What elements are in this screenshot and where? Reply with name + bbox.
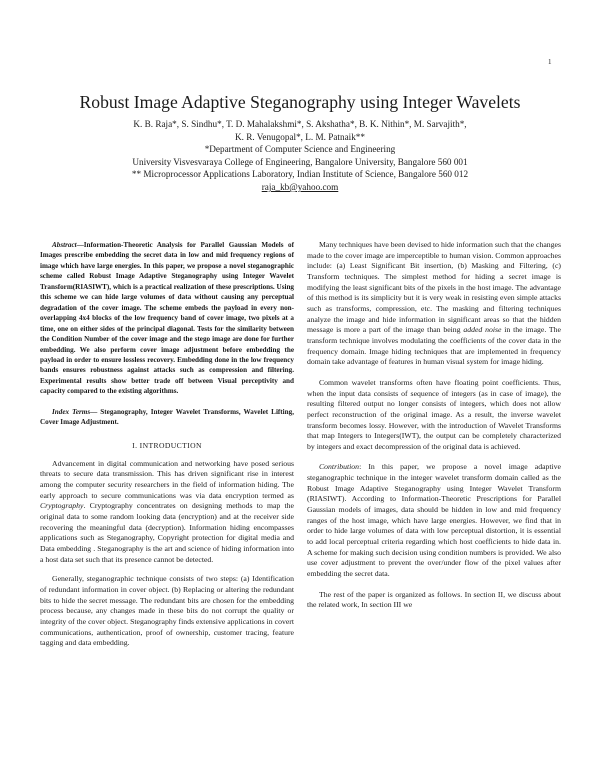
index-terms-text: — Steganography, Integer Wavelet Transforms, Wavelet Lifting, Cover Image Adjustment. <box>40 407 294 427</box>
contribution-text: : In this paper, we propose a novel image adaptive steganographic technique in the integer wavelet transform domain called as the Robust Image Adaptive Steganography using Integer Wavelet Transform (RIASIWT). According to Information-Theoretic Prescriptions for Parallel Gaussian models of images, data should be hidden in low and mid frequency ranges of the host image, which have large energies. However, we find that in order to hide large volumes of data with low perceptual distortion, it is essential to add local perceptual criteria regarding which host coefficients to hide data in. A scheme for making such decision using condition numbers is provided. We also use cover adjustment to prevent the over/under flow of the pixel values after embedding the secret data. <box>307 462 561 579</box>
affiliation-department: *Department of Computer Science and Engineering <box>204 144 396 155</box>
intro-p1-text-b: . Cryptography concentrates on designing methods to map the original data to some random looking data (encryption) and at the receiver side recovering the meaningful data (decryption). Information hiding encompasses applications such as Steganography, Copyright protection for digital media and Data embedding . Steganography is the art and science of hiding information into a host data set such that its presence cannot be detected. <box>40 501 294 564</box>
page-number: 1 <box>548 58 552 66</box>
author-block <box>0 118 600 194</box>
section-heading-introduction: I. INTRODUCTION <box>132 440 202 450</box>
author-email-link[interactable]: raja_kb@yahoo.com <box>261 181 339 192</box>
body-paragraph-organization: The rest of the paper is organized as follows. In section II, we discuss about the related work, In section III we <box>307 589 561 610</box>
techniques-text-a: Many techniques have been devised to hide information such that the changes made to the cover image are imperceptible to human vision. Common approaches include: (a) Least Significant Bit insertion, (b) Masking and Filtering, (c) Transform techniques. The simplest method for hiding a secret image is modifying the least significant bits of the pixels in the host image. The advantage of this method is its simplicity but it is very weak in resisting even simple attacks such as transforms, compression, etc. The masking and filtering techniques analyze the image and hide information in significant areas so that the hidden message is more a part of the image than being <box>307 240 561 335</box>
techniques-emphasis: added noise <box>463 325 502 335</box>
intro-p1-emphasis: Cryptography <box>40 501 84 511</box>
abstract-label: Abstract <box>52 241 77 249</box>
affiliation-university: University Visvesvaraya College of Engineering, Bangalore University, Bangalore 560 001 <box>132 156 468 167</box>
body-paragraph-contribution <box>307 462 561 579</box>
intro-p1-text-a: Advancement in digital communication and networking have posed serious threats to secure data transmission. This has driven significant rise in interest among the computer security researchers in the field of information hiding. The early approach to secure communications was via data encryption termed as <box>40 458 294 500</box>
contribution-label: Contribution <box>319 462 360 472</box>
abstract-text: —Information-Theoretic Analysis for Parallel Gaussian Models of Images prescribe embedding the secret data in low and mid frequency regions of image which have large energies. In this paper, we propose a novel steganographic scheme called Robust Image Adaptive Steganography using Integer Wavelet Transform(RIASIWT), which is a practical realization of these prescriptions. Using this scheme we can hide large volumes of data without causing any perceptual degradation of the cover image. The scheme embeds the payload in every non-overlapping 4x4 blocks of the low frequency band of cover image, two pixels at a time, one on either sides of the principal diagonal. Tests for the similarity between the Condition Number of the cover image and the stego image are done for further embedding. We also perform cover image adjustment before embedding the payload in order to ensure lossless recovery. Embedding done in the low frequency bands ensures robustness against attacks such as compression and filtering. Experimental results show better trade off between Visual perceptivity and capacity compared to the existing algorithms. <box>40 241 294 396</box>
author-list-line-2: K. R. Venugopal*, L. M. Patnaik** <box>235 131 365 142</box>
right-column <box>307 240 561 621</box>
body-paragraph-techniques <box>307 240 561 368</box>
paper-title: Robust Image Adaptive Steganography using Integer Wavelets <box>79 92 521 112</box>
index-terms <box>40 407 294 428</box>
author-list-line-1: K. B. Raja*, S. Sindhu*, T. D. Mahalakshmi*, S. Akshatha*, B. K. Nithin*, M. Sarvajith*, <box>133 119 467 129</box>
affiliation-institute: ** Microprocessor Applications Laboratory, Indian Institute of Science, Bangalore 560 012 <box>131 169 469 180</box>
left-column <box>40 240 294 658</box>
intro-paragraph-2: Generally, steganographic technique consists of two steps: (a) Identification of redundant information in cover object. (b) Replacing or altering the redundant bits to hide the secret message. The redundant bits are chosen for the embedding process because, any changes made in these bits do not corrupt the quality or integrity of the cover object. Steganography finds extensive applications in covert communications, authentication, proof of ownership, customer tracing, feature tagging and data embedding. <box>40 574 294 648</box>
intro-paragraph-1 <box>40 459 294 566</box>
abstract <box>40 240 294 397</box>
body-paragraph-wavelets: Common wavelet transforms often have floating point coefficients. Thus, when the input data consists of sequence of integers (as in case of image), the resulting filtered output no longer consists of integers, which does not allow perfect reconstruction of the original image. As a result, the inverse wavelet transform becomes lossy. However, with the introduction of Wavelet Transforms that map Integers to Integers(IWT), the output can be completely characterized by integers and exact decompression of the original data is achieved. <box>307 377 561 451</box>
index-terms-label: Index Terms <box>52 407 91 416</box>
techniques-text-b: in the image. The transform technique involves modulating the coefficients of the cover data in the frequency domain. Image hiding techniques that are implemented in frequency domain take advantage of features in human visual system for image hiding. <box>307 325 561 367</box>
